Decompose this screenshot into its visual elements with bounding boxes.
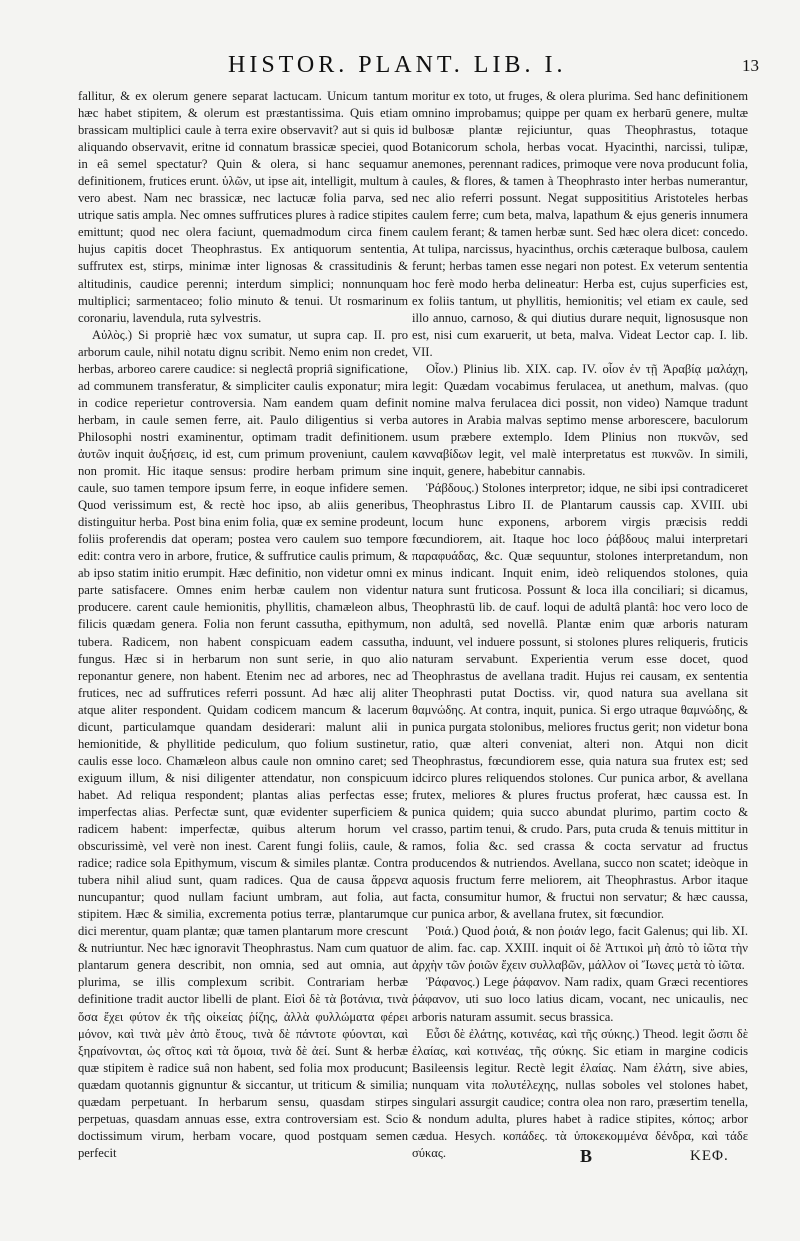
page-header — [0, 52, 800, 82]
running-title: HISTOR. PLANT. LIB. I. — [228, 52, 567, 78]
paragraph: Ῥάφανος.) Lege ῥάφανον. Nam radix, quam Græci recentiores ῥάφανον, uti suo loco latius dicam, vocant, nec unicaulis, nec arboris naturam assumit. secus brassica. — [412, 975, 748, 1024]
page-footer — [0, 1146, 800, 1170]
paragraph: Εὖσι δὲ ἐλάτης, κοτινέας, καὶ τῆς σύκης.) Theod. legit ὥσπι δὲ ἐλαίας, καὶ κοτινέας, τῆς σύκης. Sic etiam in margine codicis Basileensis legitur. Rectè legit ἐλαίας. Nam ἐλάτη, sive abies, nunquam vita πολυτέλεχης, nullas soboles vel stolones habet, singulari assurgit caudice; contra olea non raro, præsertim tenella, & nondum adulta, plures habet à radice stipites, κόπος; arbor cædua. Hesych. κοπάδες. τὰ ὑποκεκομμένα δένδρα, καὶ τάδε σύκας. — [412, 1026, 748, 1160]
paragraph: Ῥοιά.) Quod ῥοιά, & non ῥοιάν lego, facit Galenus; qui lib. XI. de alim. fac. cap. XXIII. inquit οἱ δὲ Ἀττικοὶ μὴ ἀπὸ τὸ ἰῶτα τὴν ἀρχὴν τῶν ῥοιῶν ἔχειν συλλαβῶν, μάλλον οἱ Ἴωνες μετὰ τὸ ἰῶτα. — [412, 924, 748, 973]
paragraph: fallitur, & ex olerum genere separat lactucam. Unicum tantum hæc habet stipitem, & olerum est præstantissima. Quis etiam brassicam multiplici caule à terra exire observavit? aut si quis id aliquando observavit, eritne id connatum brassicæ speciei, quod in eâ semel spectatur? Quin & olera, si hanc sequamur definitionem, frutices erunt. ὑλῶν, ut ipse ait, intelligit, multum à vero abest. Nam nec brassicæ, nec lactucæ folia parva, sed utrique satis ampla. Nec omnes suffrutices plures à radice stipites emittunt; quod nec olera faciunt, quemadmodum circa finem hujus capitis docet Theophrastus. Ex antiquorum sententia, suffrutex est, stirps, minimæ inter lignosas & crassitudinis & altitudinis, caudice perenni; interdum simplici; nonnunquam multiplici; sarmentaceo; folio minuto & tenui. Ut rosmarinum coronariu, lavendula, ruta sylvestris. — [78, 89, 408, 325]
paragraph: moritur ex toto, ut fruges, & olera plurima. Sed hanc definitionem omnino improbamus; quippe per quam ex herbarū genere, multæ bulbosæ plantæ rejiciuntur, quas Theophrastus, totaque Botanicorum schola, herbas vocat. Hyacinthi, narcissi, tulipæ, anemones, perennant radices, primoque vere nova producunt folia, caules, & flores, & tamen à Theophrasto inter herbas numerantur, nec alio referri possunt. Negat supposititius Aristoteles herbas caulem ferre; cum beta, malva, lapathum & ejus generis innumera caulem ferant; & tamen herbæ sunt. Sed hæc olera dicet: concedo. At tulipa, narcissus, hyacinthus, orchis cæteraque bulbosa, caulem ferunt; herbas tamen esse negari non potest. Ex veterum sententia hoc ferè modo herba delineatur: Herba est, cujus superficies est, ex foliis tantum, ut phyllitis, hemionitis; vel etiam ex caule, sed illo annuo, carnoso, & qui diutius durare nequit, lignosusque non est, nisi cum exaruerit, ut beta, malva. Videat Lector cap. I. lib. VII. — [412, 89, 748, 359]
left-column — [78, 88, 408, 1162]
signature-mark: B — [580, 1146, 593, 1166]
paragraph: Οἷον.) Plinius lib. XIX. cap. IV. οἷον ἐν τῇ Ἀραβίᾳ μαλάχη, legit: Quædam vocabimus ferulacea, ut anethum, malvas. (quo nomine malva ferulacea dici possit, non video) Namque tradunt autores in Arabia malvas septimo mense arborescere, baculorum usum præbere extemplo. Idem Plinius non πυκνῶν, sed κανναβίδων legit, vel malè interpretatus est πυκνῶν. In simili, inquit, genere, habebitur cannabis. — [412, 361, 748, 479]
paragraph: Αὐλὸς.) Si propriè hæc vox sumatur, ut supra cap. II. pro arborum caule, nihil notatu dignu scribit. Nemo enim non credet, herbas, arboreo carere caudice: si neglectâ propriâ significatione, ad communem transferatur, & simpliciter caulis exponatur; mira in codice reperietur controversia. Nam eandem quam definit herbam, in caule semen ferre, ait. Paulo diligentius si verba Philosophi nostri examinentur, optimam tradit definitionem. ἀυτῶν inquit ἀυξήσεις, id est, cum primum proveniunt, caulem non promit. Hic itaque sensus: prodire herbam primum sine caule, suo tamen tempore ipsum ferre, in eoque infidere semen. Quod verissimum est, & rectè hoc ipso, ab aliis generibus, distinguitur herba. Post bina enim folia, quæ ex semine prodeunt, foliis proferendis dat operam; postea vero caulem suo tempore edit: contra vero in arbore, frutice, & suffrutice caulis primum, & ab ipso statim initio erumpit. Hæc definitio, non videtur omni ex parte satisfacere. Omnes enim herbæ caulem non videntur producere. carent caule hemionitis, phyllitis, chamæleon albus, filicis quædam genera. Folia non ferunt cassutha, epithymum, tubera. Radicem, non habent conspicuam eadem cassutha, fungus. Hæc si in herbarum non sunt serie, in quo alio reponantur genere, non habent. Etenim nec ad arbores, nec ad frutices, nec ad suffrutices referri possunt. Ad hæc alij aliter atque aliter respondent. Quidam codicem mancum & lacerum dicunt, particulamque quandam desiderari: malunt alii in hemionitide, & phyllitide pediculum, quo folium sustinetur, caulis esse loco. Chamæleon albus caule non omnino caret; sed exiguum illum, & nisi diligenter attendatur, non conspicuum habet. Ad reliqua respondent; plantas alias perfectas esse; imperfectas alias. Perfectæ sunt, quæ evidenter superficiem & radicem habent: imperfectæ, quibus alterum horum vel obscurissimè, vel verè non inest. Carent fungi foliis, caule, & radice; radice sola Epithymum, viscum & similes plantæ. Contra tubera nihil aliud sunt, quam radices. Qua de causa ἄρρενα nuncupantur; quod nullam faciunt umbram, aut folia, aut stipitem. Hæc & similia, excrementa potius terræ, plantarumque dici merentur, quam plantæ; quæ tamen plantarum more crescunt & nutriuntur. Nec hæc ignoravit Theophrastus. Nam cum quatuor plantarum genera describit, non omnia, sed aut omnia, aut plurima, se illis complexum scribit. Contrariam herbæ definitione tradit auctor libelli de plant. Εἰσὶ δὲ τὰ βοτάνια, τινὰ ὅσα ἔχει φύτον ἐκ τῆς οἰκείας ῥίζης, ἀλλὰ φυλλώματα φέρει μόνον, καὶ τινὰ μὲν ἀπὸ ἔτους, τινὰ δὲ πάντοτε φύονται, καὶ ξηραίνονται, ὡς σῖτος καὶ τὰ ὅμοια, τινὰ δὲ ἀεί. Sunt & herbæ quæ stipitem è radice suâ non habent, sed folia mox producunt; quædam quotannis gignuntur & siccantur, ut triticum & similia; quædam perpetuant. In herbarum sensu, quasdam stirpes perpetuas, quasdam annuas esse, extra controversiam est. Scio doctissimum virum, herbam vocare, quod postquam semen perfecit — [78, 327, 408, 1160]
paragraph: Ῥάβδους.) Stolones interpretor; idque, ne sibi ipsi contradiceret Theophrastus Libro II. de Plantarum caussis cap. XVIII. ubi locum hunc exponens, arborem virgis præcisis reddi fœcundiorem, ait. Itaque hoc loco ῥάβδους malui interpretari παραφυάδας, &c. Quæ sequuntur, stolones interpretandum, non minus indicant. Inquit enim, ideò reliquendos stolones, quia natura sunt fruticosa. Possunt & loca illa conciliari; si dicamus, Theophrastū lib. de cauf. loqui de adultâ plantâ: hoc vero loco de non adultâ, sed novellâ. Plantæ enim quæ arboris naturam induunt, vel induere possunt, si stolones plures reliqueris, fruticis naturam servabunt. Experientia verum esse docet, quod Theophrastus de avellana tradit. Hujus rei causam, ex sententia Theophrasti putat Doctiss. vir, quod natura sua avellana sit θαμνώδης. At contra, inquit, punica. Si ergo utraque θαμνώδης, & punica purgata stolonibus, meliores fructus gerit; non videtur bona ratio, quæ alteri conveniat, alteri non. Atqui non dicit Theophrastus, fœcundiorem esse, quia natura sua frutex est; sed idcirco plures reliquendos stolones. Cur punica arbor, & avellana frutex, meliores & plures fructus proferat, hæc caussa est. In punica quidem; quia succo abundat plurimo, partim cocto & crasso, partim tenui, & crudo. Pars, puta cruda & tenuis mittitur in ramos, folia &c. sed crassa & cocta servatur ad fructus producendos & nutriendos. Avellana, succo non scatet; ideòque in aquosis fructum ferre meliorem, ait Theophrastus. Arbor itaque facta, consumitur humor, & fructui non servatur; & hæc caussa, cur punica arbor, & avellana frutex, sit fœcundior. — [412, 481, 748, 922]
right-column — [412, 88, 748, 1162]
catchword: ΚΕΦ. — [690, 1148, 729, 1164]
page-number: 13 — [742, 56, 759, 75]
